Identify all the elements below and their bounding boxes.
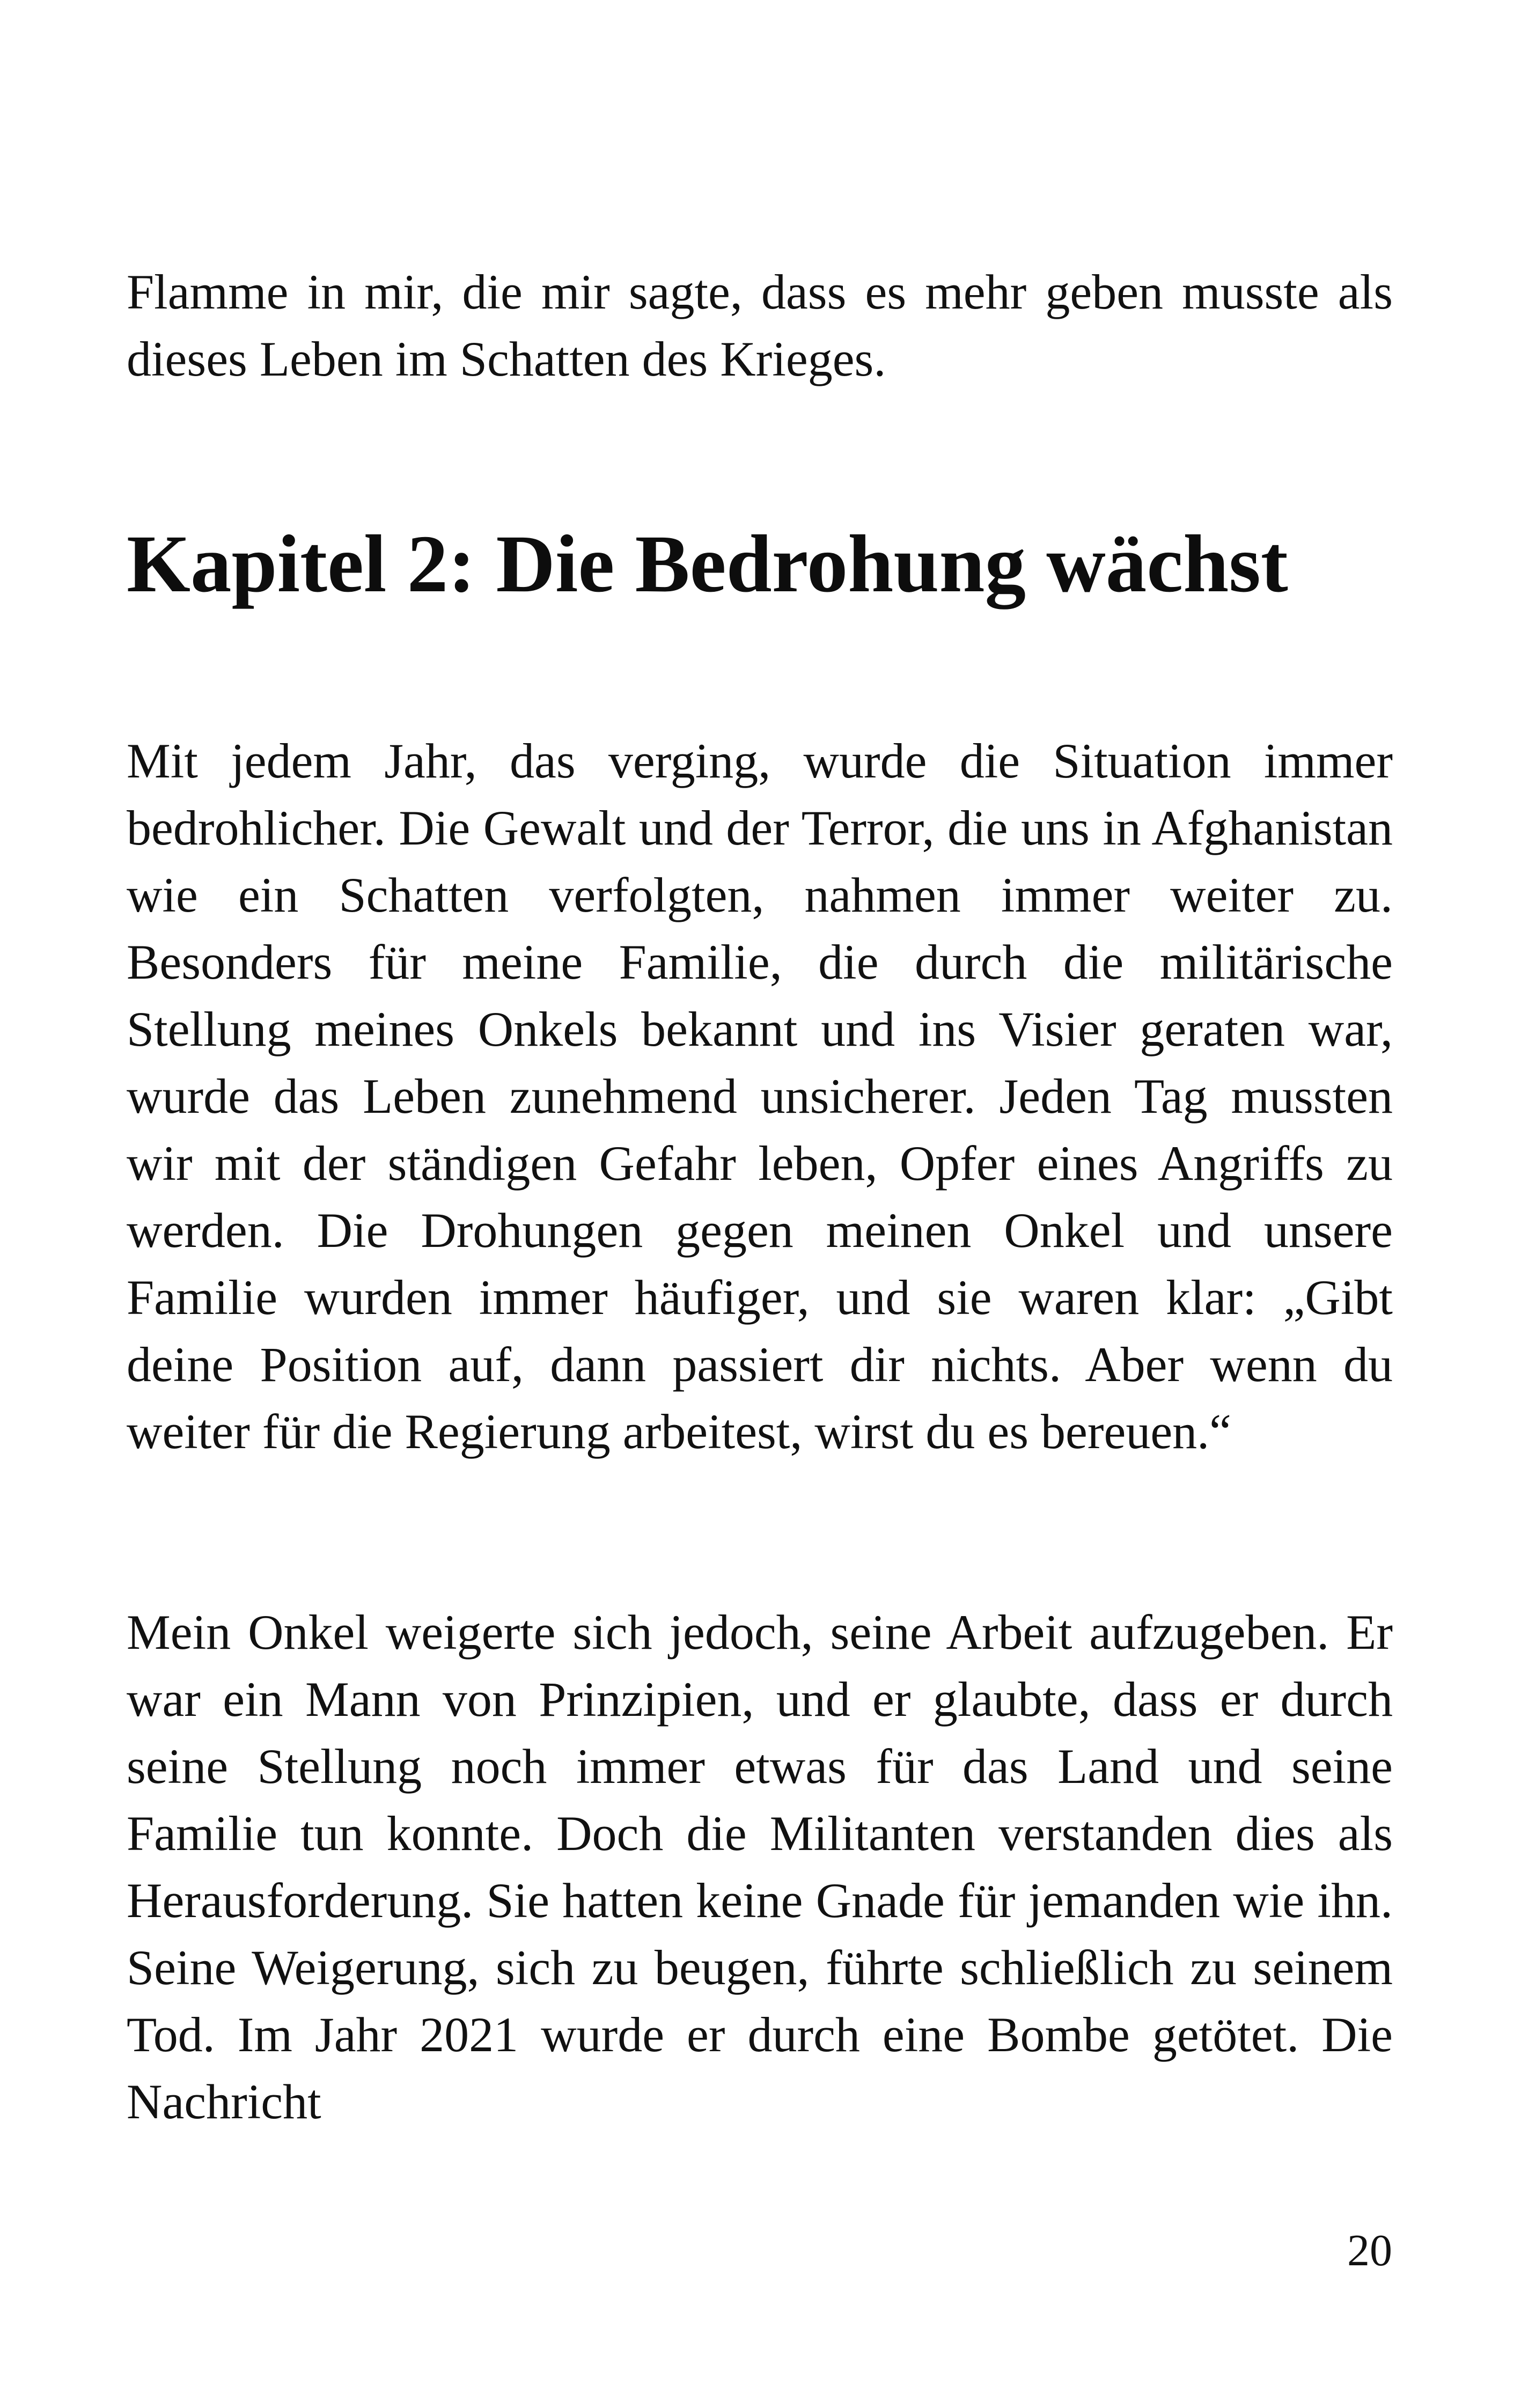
page-number: 20 (1347, 2226, 1392, 2275)
chapter-title: Kapitel 2: Die Bedrohung wächst (127, 519, 1288, 610)
paragraph-1: Mit jedem Jahr, das verging, wurde die Situation immer bedrohlicher. Die Gewalt und der Terror, die uns in Afghanistan wie ein Schatten verfolgten, nahmen immer weiter zu. Besonders für meine Familie, die durch die militärische Stellung meines Onkels bekannt und ins Visier geraten war, wurde das Leben zunehmend unsicherer. Jeden Tag mussten wir mit der ständigen Gefahr leben, Opfer eines Angriffs zu werden. Die Drohungen gegen meinen Onkel und unsere Familie wurden immer häufiger, und sie waren klar: „Gibt deine Position auf, dann passiert dir nichts. Aber wenn du weiter für die Regierung arbeitest, wirst du es bereuen.“ (127, 733, 1393, 1459)
paragraph-2: Mein Onkel weigerte sich jedoch, seine Arbeit aufzugeben. Er war ein Mann von Prinzipien, und er glaubte, dass er durch seine Stellung noch immer etwas für das Land und seine Familie tun konnte. Doch die Militanten verstanden dies als Herausforderung. Sie hatten keine Gnade für jemanden wie ihn. Seine Weigerung, sich zu beugen, führte schließlich zu seinem Tod. Im Jahr 2021 wurde er durch eine Bombe getötet. Die Nachricht (127, 1605, 1393, 2129)
continued-paragraph: Flamme in mir, die mir sagte, dass es mehr geben musste als dieses Leben im Schatten des Krieges. (127, 265, 1393, 386)
